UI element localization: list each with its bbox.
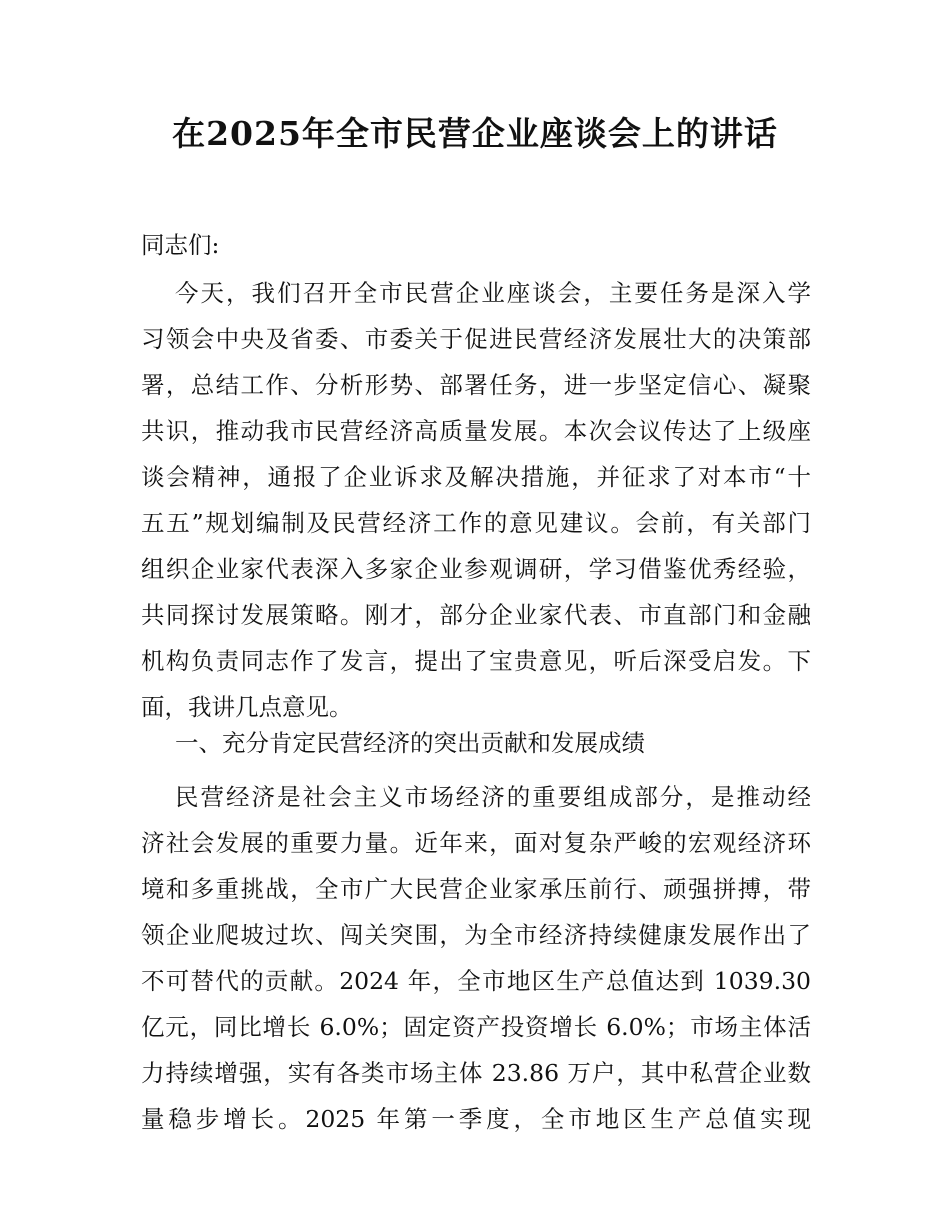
intro-line: 共同探讨发展策略。刚才，部分企业家代表、市直部门和金融 xyxy=(141,601,811,629)
section-line: 济社会发展的重要力量。近年来，面对复杂严峻的宏观经济环 xyxy=(141,829,811,857)
document-title: 在2025年全市民营企业座谈会上的讲话 xyxy=(172,114,778,153)
section-line: 领企业爬坡过坎、闯关突围，为全市经济持续健康发展作出了 xyxy=(141,921,811,949)
salutation: 同志们: xyxy=(141,231,220,259)
intro-line: 五五”规划编制及民营经济工作的意见建议。会前，有关部门 xyxy=(141,509,811,537)
intro-line: 机构负责同志作了发言，提出了宝贵意见，听后深受启发。下 xyxy=(141,647,811,675)
section-line: 量稳步增长。2025 年第一季度，全市地区生产总值实现 xyxy=(141,1105,811,1133)
intro-line: 署，总结工作、分析形势、部署任务，进一步坚定信心、凝聚 xyxy=(141,371,811,399)
section-line: 亿元，同比增长 6.0%；固定资产投资增长 6.0%；市场主体活 xyxy=(141,1013,811,1041)
section-heading: 一、充分肯定民营经济的突出贡献和发展成绩 xyxy=(175,729,645,757)
intro-line: 谈会精神，通报了企业诉求及解决措施，并征求了对本市“十 xyxy=(141,463,811,491)
intro-line: 今天，我们召开全市民营企业座谈会，主要任务是深入学 xyxy=(175,279,811,307)
section-line: 境和多重挑战，全市广大民营企业家承压前行、顽强拼搏，带 xyxy=(141,875,811,903)
section-line: 民营经济是社会主义市场经济的重要组成部分，是推动经 xyxy=(175,783,811,811)
intro-line: 组织企业家代表深入多家企业参观调研，学习借鉴优秀经验， xyxy=(141,555,811,583)
intro-line: 共识，推动我市民营经济高质量发展。本次会议传达了上级座 xyxy=(141,417,811,445)
section-line: 不可替代的贡献。2024 年，全市地区生产总值达到 1039.30 xyxy=(141,967,811,995)
intro-line: 习领会中央及省委、市委关于促进民营经济发展壮大的决策部 xyxy=(141,325,811,353)
intro-line: 面，我讲几点意见。 xyxy=(141,693,353,721)
section-line: 力持续增强，实有各类市场主体 23.86 万户，其中私营企业数 xyxy=(141,1059,811,1087)
